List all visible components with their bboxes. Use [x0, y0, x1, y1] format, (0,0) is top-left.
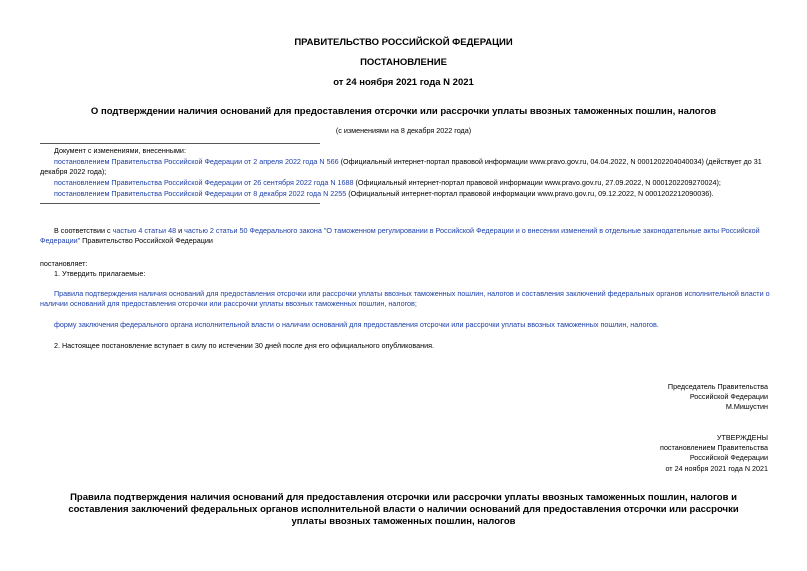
- signature-line-1: Председатель Правительства: [667, 382, 768, 391]
- document-date: от 24 ноября 2021 года N 2021: [333, 77, 474, 88]
- bottom-divider: [40, 203, 320, 204]
- rules-link-line-2[interactable]: наличии оснований для предоставления отсрочки или рассрочки уплаты ввозных таможенных пошлин, налогов;: [40, 299, 417, 308]
- signature-name: М.Мишустин: [725, 402, 768, 411]
- change-link-3[interactable]: постановлением Правительства Российской Федерации от 8 декабря 2022 года N 2255: [54, 189, 347, 198]
- rules-link-line-1[interactable]: Правила подтверждения наличия оснований для предоставления отсрочки или рассрочки уплаты ввозных таможенных пошлин, налогов и составления заключений федеральных органов исполнительной власти о: [54, 289, 770, 298]
- preamble-text-c: Правительство Российской Федерации: [80, 236, 213, 245]
- revision-note: (с изменениями на 8 декабря 2022 года): [335, 126, 472, 135]
- document-type: ПОСТАНОВЛЕНИЕ: [360, 57, 447, 68]
- document-title: О подтверждении наличия оснований для предоставления отсрочки или рассрочки уплаты ввозных таможенных пошлин, налогов: [90, 106, 717, 117]
- top-divider: [40, 143, 320, 144]
- form-link[interactable]: форму заключения федерального органа исполнительной власти о наличии оснований для предоставления отсрочки или рассрочки уплаты ввозных таможенных пошлин, налогов.: [54, 320, 659, 329]
- change-item-1-cont: декабря 2022 года);: [40, 167, 107, 176]
- law-link-part2[interactable]: частью 2 статьи 50 Федерального закона "О таможенном регулировании в Российской Федерации и о внесении изменений в отдельные законодательные акты Российской: [184, 226, 760, 235]
- change-text-2: (Официальный интернет-портал правовой информации www.pravo.gov.ru, 27.09.2022, N 0001202209270024);: [353, 178, 721, 187]
- decree-word: постановляет:: [40, 259, 88, 268]
- approved-heading: УТВЕРЖДЕНЫ: [716, 433, 768, 442]
- change-item-1: [54, 156, 762, 167]
- law-link-part4[interactable]: частью 4 статьи 48: [112, 226, 177, 235]
- change-text-1: (Официальный интернет-портал правовой информации www.pravo.gov.ru, 04.04.2022, N 0001202204040034) (действует до 31: [338, 157, 762, 166]
- item-1: 1. Утвердить прилагаемые:: [54, 269, 146, 278]
- change-link-2[interactable]: постановлением Правительства Российской Федерации от 26 сентября 2022 года N 1688: [54, 178, 354, 187]
- changes-intro: Документ с изменениями, внесенными:: [54, 146, 186, 155]
- preamble-line-2: [40, 235, 213, 246]
- appendix-title: Правила подтверждения наличия оснований для предоставления отсрочки или рассрочки уплаты ввозных таможенных пошлин, налогов и составления заключений федеральных органов исполнительной власти о наличии оснований для предоставления отсрочки или рассрочки уплаты ввозных таможенных пошлин, налогов: [68, 492, 739, 527]
- signature-line-2: Российской Федерации: [689, 392, 768, 401]
- approved-line-3: Российской Федерации: [689, 453, 768, 462]
- change-link-1[interactable]: постановлением Правительства Российской Федерации от 2 апреля 2022 года N 566: [54, 157, 339, 166]
- law-link-cont[interactable]: Федерации": [40, 236, 81, 245]
- item-2: 2. Настоящее постановление вступает в силу по истечении 30 дней после дня его официального опубликования.: [54, 341, 434, 350]
- preamble-text-a: В соответствии с: [54, 226, 113, 235]
- change-item-2: [54, 177, 721, 188]
- change-item-3: [54, 188, 714, 199]
- change-text-3: (Официальный интернет-портал правовой информации www.pravo.gov.ru, 09.12.2022, N 0001202212090036).: [346, 189, 714, 198]
- preamble-text-b: и: [176, 226, 185, 235]
- approved-line-2: постановлением Правительства: [660, 443, 768, 452]
- approved-date: от 24 ноября 2021 года N 2021: [665, 464, 768, 473]
- government-name: ПРАВИТЕЛЬСТВО РОССИЙСКОЙ ФЕДЕРАЦИИ: [294, 37, 513, 48]
